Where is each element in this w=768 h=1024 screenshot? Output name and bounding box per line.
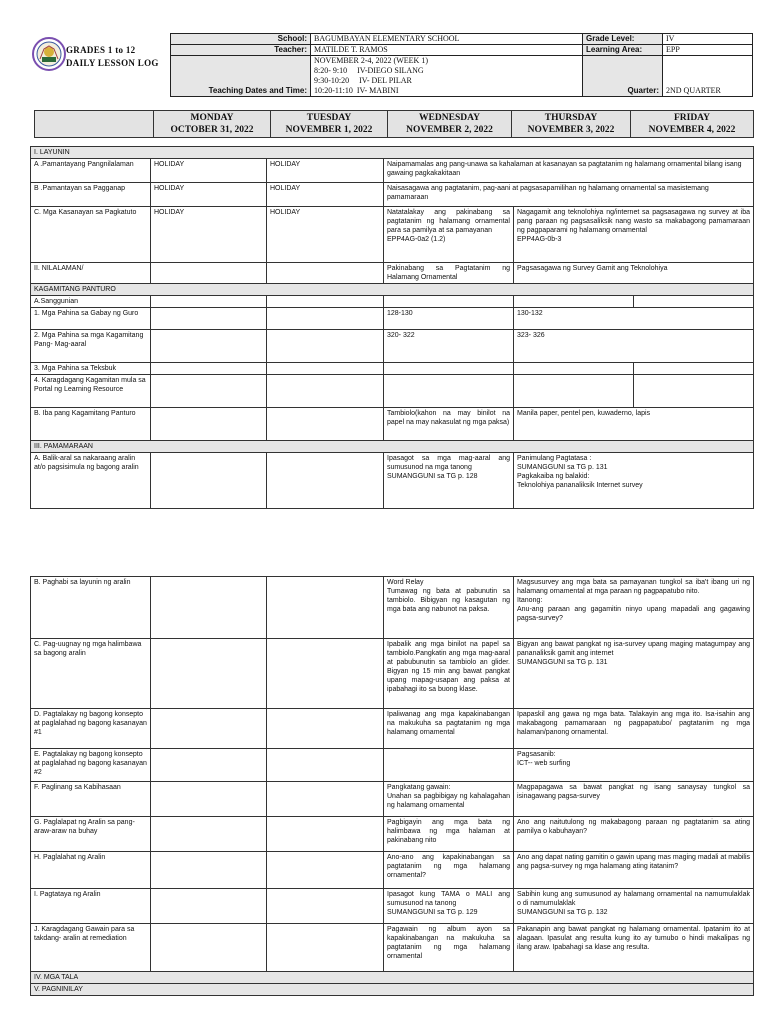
teaching-dates-label: Teaching Dates and Time: xyxy=(171,56,311,97)
section-row xyxy=(31,147,754,159)
day-name: WEDNESDAY xyxy=(419,113,480,123)
table-row xyxy=(31,308,754,330)
cell-monday: HOLIDAY xyxy=(151,183,267,207)
cell-tuesday: HOLIDAY xyxy=(267,159,384,183)
cell-tuesday xyxy=(267,363,384,375)
cell-thursday-friday: Sabihin kung ang sumusunod ay halamang ornamental na namumulaklak o di namumulaklak SUMANGGUNI sa TG p. 132 xyxy=(514,889,754,924)
weekday-header xyxy=(34,110,754,138)
cell-wednesday: Tambiolo(kahon na may binilot na papel na may nakasulat ng mga paksa) xyxy=(384,408,514,441)
row-label: 3. Mga Pahina sa Teksbuk xyxy=(31,363,151,375)
day-name: MONDAY xyxy=(190,113,234,123)
cell-tuesday xyxy=(267,782,384,817)
table-row xyxy=(31,639,754,709)
cell-monday xyxy=(151,639,267,709)
cell-thursday-friday: Ano ang naitutulong ng makabagong paraan ng pagtatanim sa ating pamilya o kabuhayan? xyxy=(514,817,754,852)
row-label: B .Pamantayan sa Pagganap xyxy=(31,183,151,207)
cell-tuesday xyxy=(267,308,384,330)
section-label: KAGAMITANG PANTURO xyxy=(31,284,754,296)
day-name: TUESDAY xyxy=(306,113,352,123)
table-row xyxy=(31,817,754,852)
cell-monday xyxy=(151,453,267,509)
section-label: I. LAYUNIN xyxy=(31,147,754,159)
table-row xyxy=(31,889,754,924)
table-row xyxy=(31,782,754,817)
cell-thursday xyxy=(514,296,634,308)
cell-monday xyxy=(151,889,267,924)
table-row xyxy=(31,159,754,183)
day-name: THURSDAY xyxy=(544,113,598,123)
table-row xyxy=(31,296,754,308)
cell-wednesday: Ipasagot kung TAMA o MALI ang sumusunod na tanong SUMANGGUNI sa TG p. 129 xyxy=(384,889,514,924)
deped-seal-logo xyxy=(32,37,66,71)
row-label: J. Karagdagang Gawain para sa takdang- aralin at remediation xyxy=(31,924,151,972)
school-label: School: xyxy=(171,34,311,45)
cell-tuesday xyxy=(267,330,384,363)
row-label: C. Mga Kasanayan sa Pagkatuto xyxy=(31,207,151,263)
row-label: II. NILALAMAN/ xyxy=(31,263,151,284)
title-line-2: DAILY LESSON LOG xyxy=(66,58,159,68)
table-row xyxy=(31,408,754,441)
day-date: NOVEMBER 1, 2022 xyxy=(285,125,373,135)
cell-thursday-friday: 130-132 xyxy=(514,308,754,330)
cell-tuesday xyxy=(267,577,384,639)
cell-monday xyxy=(151,749,267,782)
cell-monday xyxy=(151,782,267,817)
quarter-label: Quarter: xyxy=(583,56,663,97)
header-info-table xyxy=(170,33,753,97)
teaching-dates-line: 9:30-10:20 IV- DEL PILAR xyxy=(314,76,412,85)
day-header-thursday xyxy=(512,111,631,138)
row-label: G. Paglalapat ng Aralin sa pang-araw-araw na buhay xyxy=(31,817,151,852)
table-row xyxy=(31,577,754,639)
cell-wednesday: Ipasagot sa mga mag-aaral ang sumusunod na mga tanong SUMANGGUNI sa TG p. 128 xyxy=(384,453,514,509)
row-label: A.Sanggunian xyxy=(31,296,151,308)
table-row xyxy=(31,375,754,408)
cell-tuesday xyxy=(267,889,384,924)
cell-tuesday xyxy=(267,408,384,441)
cell-thursday xyxy=(514,375,634,408)
row-label: A .Pamantayang Pangnilalaman xyxy=(31,159,151,183)
cell-wednesday: Ipaliwanag ang mga kapakinabangan na makukuha sa pagtatanim ng mga halamang ornamental xyxy=(384,709,514,749)
cell-friday xyxy=(634,375,754,408)
cell-monday xyxy=(151,330,267,363)
cell-tuesday xyxy=(267,453,384,509)
cell-tuesday xyxy=(267,852,384,889)
cell-wed-to-fri: Naipamamalas ang pang-unawa sa kahalaman at kasanayan sa pagtatanim ng halamang ornamental bilang isang gawaing pagkakakitaan xyxy=(384,159,754,183)
cell-tuesday xyxy=(267,375,384,408)
cell-thursday-friday: Magpapagawa sa bawat pangkat ng isang sanaysay tungkol sa isinagawang pagsa-survey xyxy=(514,782,754,817)
cell-wednesday: Pagbigayin ang mga bata ng halimbawa ng mga halaman at pakinabang nito xyxy=(384,817,514,852)
cell-thursday-friday: Pakanapin ang bawat pangkat ng halamang ornamental. Ipatanim ito at alagaan. Ipasulat ang resulta kung ito ay tumubo o hindi makalipas ng ilang araw. Ipabahagi sa klase ang resulta. xyxy=(514,924,754,972)
cell-monday xyxy=(151,375,267,408)
cell-monday: HOLIDAY xyxy=(151,159,267,183)
cell-monday xyxy=(151,363,267,375)
cell-wednesday: Natatalakay ang pakinabang sa pagtatanim ng halamang ornamental para sa pamilya at sa pamayanan EPP4AG-0a2 (1.2) xyxy=(384,207,514,263)
teaching-dates-line: NOVEMBER 2-4, 2022 (WEEK 1) xyxy=(314,56,428,65)
cell-tuesday xyxy=(267,749,384,782)
row-label: E. Pagtalakay ng bagong konsepto at paglalahad ng bagong kasanayan #2 xyxy=(31,749,151,782)
cell-wednesday: Pangkatang gawain: Unahan sa pagbibigay ng kahalagahan ng halamang ornamental xyxy=(384,782,514,817)
cell-thursday xyxy=(514,363,634,375)
cell-thursday-friday: Pagsasanib: ICT-- web surfing xyxy=(514,749,754,782)
day-date: NOVEMBER 2, 2022 xyxy=(406,125,493,135)
table-row xyxy=(31,263,754,284)
cell-monday xyxy=(151,852,267,889)
cell-thursday-friday: 323- 326 xyxy=(514,330,754,363)
teaching-dates-value xyxy=(311,56,583,97)
day-date: OCTOBER 31, 2022 xyxy=(170,125,254,135)
lesson-table-part-2 xyxy=(30,576,754,996)
table-row xyxy=(31,709,754,749)
section-row xyxy=(31,441,754,453)
cell-monday xyxy=(151,296,267,308)
cell-thursday-friday: Magsusurvey ang mga bata sa pamayanan tungkol sa iba't ibang uri ng halamang ornamental at mga paraan ng pagpapatubo nito. Itanong: Anu-ang paraan ang gagamitin ninyo upang mapadali ang gagawing pagsa-survey? xyxy=(514,577,754,639)
table-row xyxy=(31,207,754,263)
cell-monday xyxy=(151,817,267,852)
cell-wednesday: Ano-ano ang kapakinabangan sa pagtatanim ng mga halamang ornamental? xyxy=(384,852,514,889)
section-label: III. PAMAMARAAN xyxy=(31,441,754,453)
table-row xyxy=(31,363,754,375)
teacher-label: Teacher: xyxy=(171,45,311,56)
cell-wednesday: Word Relay Tumawag ng bata at pabunutin sa tambiolo. Bibigyan ng kasagutan ng mga bata ang nabunot na paksa. xyxy=(384,577,514,639)
cell-wednesday xyxy=(384,296,514,308)
table-row xyxy=(31,330,754,363)
row-label: B. Iba pang Kagamitang Panturo xyxy=(31,408,151,441)
table-row xyxy=(31,852,754,889)
cell-monday xyxy=(151,408,267,441)
quarter-value: 2ND QUARTER xyxy=(663,56,753,97)
school-value: BAGUMBAYAN ELEMENTARY SCHOOL xyxy=(311,34,583,45)
row-label: D. Pagtalakay ng bagong konsepto at paglalahad ng bagong kasanayan #1 xyxy=(31,709,151,749)
teacher-value: MATILDE T. RAMOS xyxy=(311,45,583,56)
teaching-dates-line: 8:20- 9:10 IV-DIEGO SILANG xyxy=(314,66,424,75)
row-label: C. Pag-uugnay ng mga halimbawa sa bagong aralin xyxy=(31,639,151,709)
cell-tuesday xyxy=(267,709,384,749)
day-date: NOVEMBER 3, 2022 xyxy=(527,125,615,135)
table-row xyxy=(31,749,754,782)
cell-wednesday: Pagawain ng album ayon sa kapakinabangan na makukuha sa pagtatanim ng mga halamang ornamental xyxy=(384,924,514,972)
row-label: 2. Mga Pahina sa mga Kagamitang Pang- Mag-aaral xyxy=(31,330,151,363)
cell-wed-to-fri: Naisasagawa ang pagtatanim, pag-aani at pagsasapamilihan ng halamang ornamental sa masistemang pamamaraan xyxy=(384,183,754,207)
grade-level-value: IV xyxy=(663,34,753,45)
day-header-wednesday xyxy=(388,111,512,138)
cell-wednesday: 320- 322 xyxy=(384,330,514,363)
document-title xyxy=(66,44,159,70)
cell-tuesday: HOLIDAY xyxy=(267,207,384,263)
cell-wednesday: Pakinabang sa Pagtatanim ng Halamang Ornamental xyxy=(384,263,514,284)
title-line-1: GRADES 1 to 12 xyxy=(66,45,136,55)
cell-friday xyxy=(634,363,754,375)
cell-monday xyxy=(151,308,267,330)
row-label: 1. Mga Pahina sa Gabay ng Guro xyxy=(31,308,151,330)
day-name: FRIDAY xyxy=(673,113,711,123)
cell-tuesday xyxy=(267,296,384,308)
grade-level-label: Grade Level: xyxy=(583,34,663,45)
row-label: F. Paglinang sa Kabihasaan xyxy=(31,782,151,817)
teaching-dates-line: 10:20-11:10 IV- MABINI xyxy=(314,86,399,95)
cell-monday xyxy=(151,263,267,284)
learning-area-value: EPP xyxy=(663,45,753,56)
day-header-blank xyxy=(35,111,154,138)
cell-wednesday: 128-130 xyxy=(384,308,514,330)
lesson-table-part-1 xyxy=(30,146,754,509)
cell-wednesday xyxy=(384,375,514,408)
section-row xyxy=(31,972,754,984)
day-header-friday xyxy=(631,111,754,138)
row-label: 4. Karagdagang Kagamitan mula sa Portal ng Learning Resource xyxy=(31,375,151,408)
cell-tuesday xyxy=(267,924,384,972)
row-label: H. Paglalahat ng Aralin xyxy=(31,852,151,889)
section-label: V. PAGNINILAY xyxy=(31,984,754,996)
cell-thursday-friday: Bigyan ang bawat pangkat ng isa-survey upang maging matagumpay ang pananaliksik gamit ang internet SUMANGGUNI sa TG p. 131 xyxy=(514,639,754,709)
row-label: B. Paghabi sa layunin ng aralin xyxy=(31,577,151,639)
day-date: NOVEMBER 4, 2022 xyxy=(648,125,736,135)
row-label: I. Pagtataya ng Aralin xyxy=(31,889,151,924)
section-label: IV. MGA TALA xyxy=(31,972,754,984)
cell-monday xyxy=(151,577,267,639)
cell-tuesday xyxy=(267,817,384,852)
cell-wednesday xyxy=(384,749,514,782)
cell-monday: HOLIDAY xyxy=(151,207,267,263)
cell-friday xyxy=(634,296,754,308)
cell-thursday-friday: Ano ang dapat nating gamitin o gawin upang mas maging madali at mabilis ang pagsa-survey ng mga halamang ating itatanim? xyxy=(514,852,754,889)
cell-thursday-friday: Manila paper, pentel pen, kuwaderno, lapis xyxy=(514,408,754,441)
cell-thursday-friday: Pagsasagawa ng Survey Gamit ang Teknolohiya xyxy=(514,263,754,284)
cell-thursday-friday: Panimulang Pagtatasa : SUMANGGUNI sa TG p. 131 Pagkakaiba ng balakid: Teknolohiya pananaliksik Internet survey xyxy=(514,453,754,509)
cell-thursday-friday: Nagagamit ang teknolohiya ng/internet sa pagsasagawa ng survey at iba pang paraan ng pagsasaliksik nang wasto sa makabagong pamamaraan ng pagpaparami ng halamang ornamental EPP4AG-0b-3 xyxy=(514,207,754,263)
cell-wednesday: Ipabalik ang mga binilot na papel sa tambiolo.Pangkatin ang mga mag-aaral at pabubunutin sa tambiolo an glider. Bigyan ng 15 min ang bawat pangkat upang mapag-usapan ang paksa at ipabahagi ito sa buong klase. xyxy=(384,639,514,709)
section-row xyxy=(31,984,754,996)
day-header-monday xyxy=(154,111,271,138)
cell-monday xyxy=(151,709,267,749)
table-row xyxy=(31,924,754,972)
learning-area-label: Learning Area: xyxy=(583,45,663,56)
cell-wednesday xyxy=(384,363,514,375)
row-label: A. Balik-aral sa nakaraang aralin at/o pagsisimula ng bagong aralin xyxy=(31,453,151,509)
cell-tuesday: HOLIDAY xyxy=(267,183,384,207)
table-row xyxy=(31,183,754,207)
day-header-tuesday xyxy=(271,111,388,138)
cell-tuesday xyxy=(267,263,384,284)
section-row xyxy=(31,284,754,296)
cell-thursday-friday: Ipapaskil ang gawa ng mga bata. Talakayin ang mga ito. Isa-isahin ang makabagong pamamaraan ng pagpapatubo/ pagtatanim ng mga halaman/panong ornamental. xyxy=(514,709,754,749)
table-row xyxy=(31,453,754,509)
cell-monday xyxy=(151,924,267,972)
cell-tuesday xyxy=(267,639,384,709)
